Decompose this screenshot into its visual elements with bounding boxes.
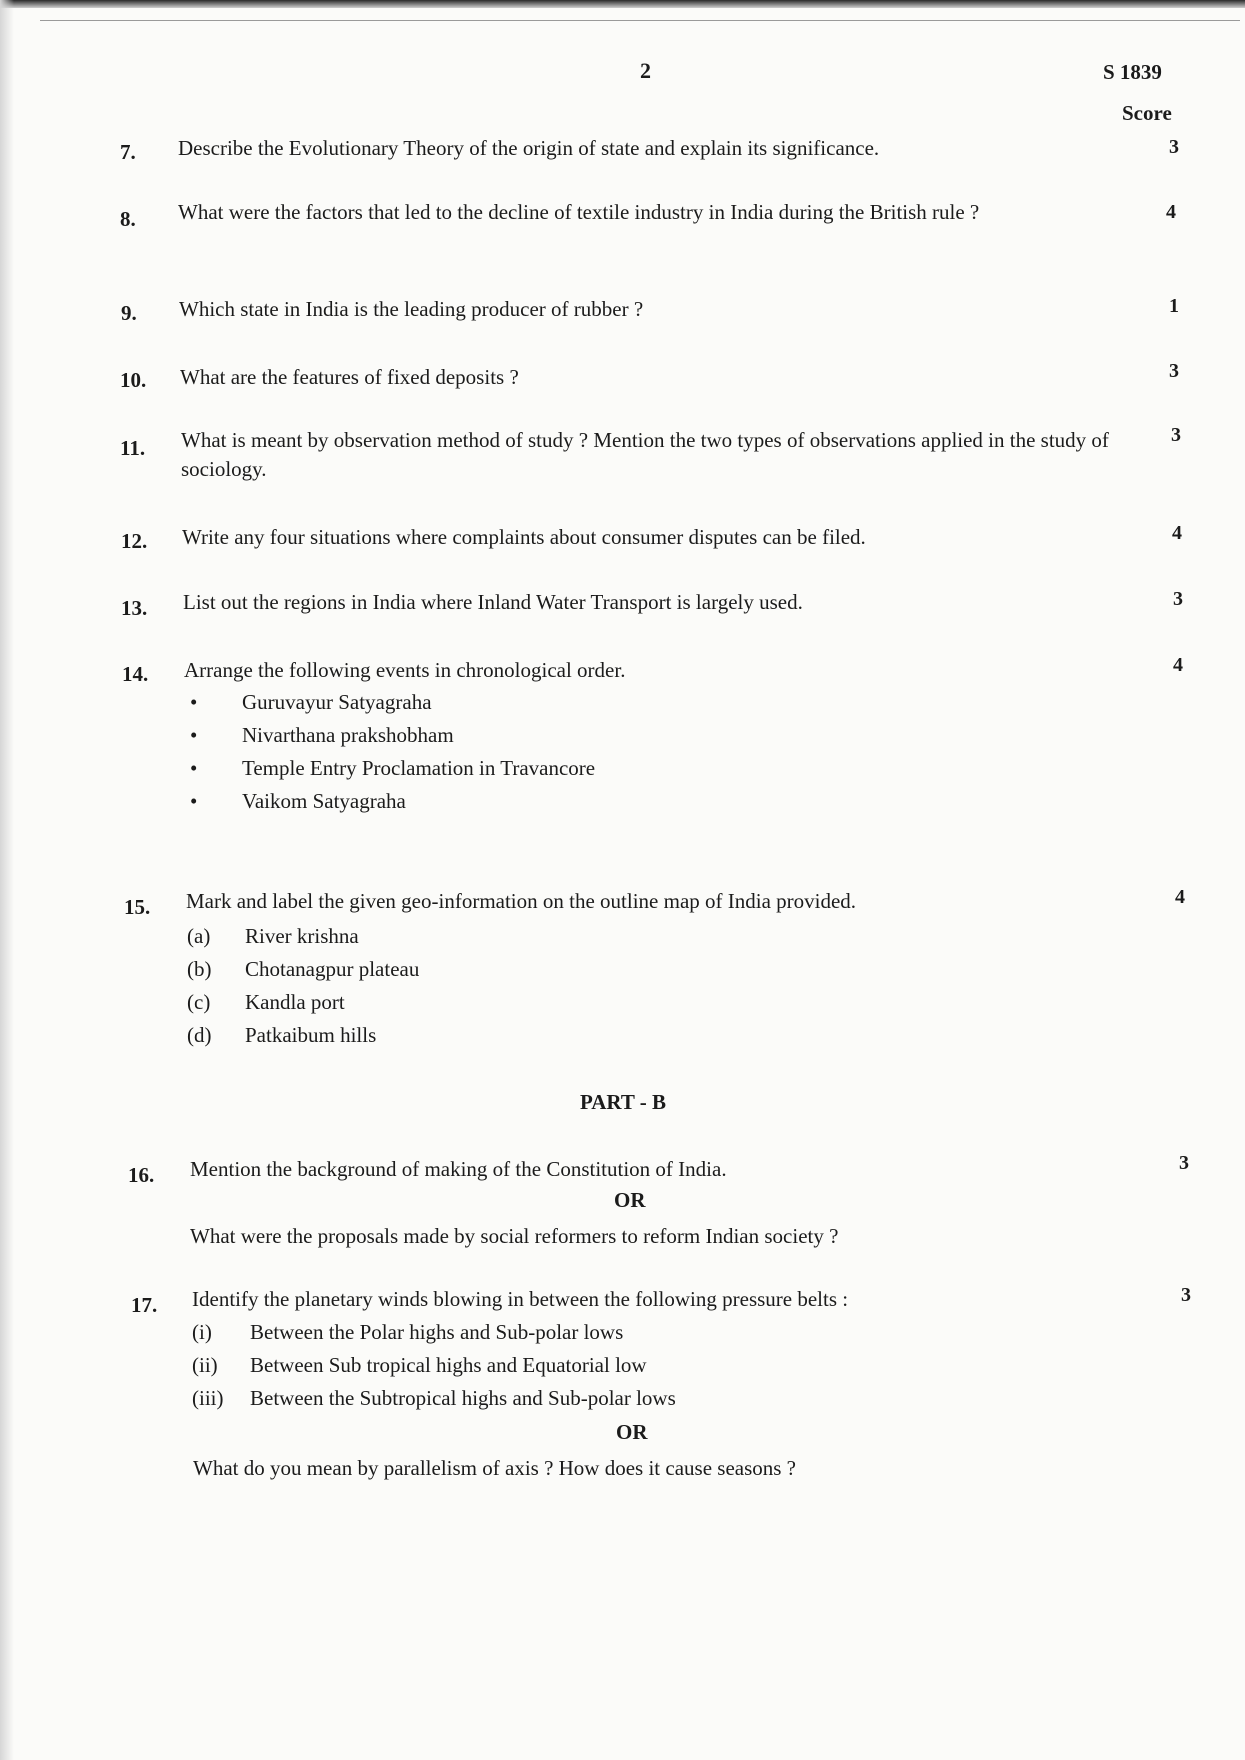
- question-score: 4: [1173, 654, 1183, 676]
- question-text: Mark and label the given geo-information on the outline map of India provided.: [186, 889, 857, 913]
- question-score: 4: [1166, 201, 1176, 223]
- question-score: 3: [1169, 360, 1179, 382]
- list-item: • Vaikom Satyagraha: [180, 789, 880, 822]
- top-rule: [40, 20, 1240, 21]
- item-text: Patkaibum hills: [245, 1023, 377, 1047]
- list-item: [192, 1320, 952, 1353]
- geo-info-list: [187, 924, 887, 1056]
- question-number: 15.: [124, 895, 151, 919]
- question-number: 8.: [120, 207, 136, 231]
- question-number: 10.: [120, 368, 147, 392]
- question-score: 3: [1181, 1284, 1191, 1306]
- or-label: OR: [616, 1420, 648, 1444]
- question-number: 7.: [120, 140, 136, 164]
- question-score: 4: [1172, 522, 1182, 544]
- item-text: River krishna: [245, 924, 359, 948]
- question-text: Write any four situations where complaints about consumer disputes can be filed.: [182, 525, 866, 549]
- question-number: 9.: [121, 301, 137, 325]
- score-column-header: Score: [1122, 101, 1172, 125]
- question-score: 3: [1171, 424, 1181, 446]
- item-label: (iii): [192, 1386, 224, 1410]
- event-list: [180, 690, 880, 822]
- item-text: Chotanagpur plateau: [245, 957, 420, 981]
- question-text: Mention the background of making of the Constitution of India.: [190, 1157, 727, 1181]
- list-item: • Nivarthana prakshobham: [180, 723, 880, 756]
- list-item: • Temple Entry Proclamation in Travancore: [180, 756, 880, 789]
- question-score: 1: [1169, 295, 1179, 317]
- question-number: 13.: [121, 596, 148, 620]
- item-label: (d): [187, 1023, 212, 1047]
- question-text: What do you mean by parallelism of axis ? How does it cause seasons ?: [193, 1456, 797, 1480]
- pressure-belt-list: [192, 1320, 952, 1419]
- question-score: 3: [1169, 136, 1179, 158]
- question-number: 11.: [120, 436, 146, 460]
- question-text: Identify the planetary winds blowing in between the following pressure belts :: [192, 1287, 849, 1311]
- question-text: Describe the Evolutionary Theory of the origin of state and explain its significance.: [178, 136, 880, 160]
- list-item: [187, 957, 887, 990]
- question-number: 17.: [131, 1293, 158, 1317]
- item-label: (c): [187, 990, 211, 1014]
- list-item: [187, 1023, 887, 1056]
- item-label: (b): [187, 957, 212, 981]
- page-number: 2: [640, 58, 651, 83]
- section-title: PART - B: [580, 1090, 666, 1114]
- list-item: [187, 990, 887, 1023]
- item-label: (i): [192, 1320, 212, 1344]
- question-text: What is meant by observation method of study ? Mention the two types of observations applied in the study of sociology.: [181, 428, 1109, 481]
- question-number: 16.: [128, 1163, 155, 1187]
- item-text: Kandla port: [245, 990, 345, 1014]
- list-item: [192, 1353, 952, 1386]
- list-item: • Guruvayur Satyagraha: [180, 690, 880, 723]
- scan-left-edge: [0, 0, 14, 1760]
- question-number: 12.: [121, 529, 148, 553]
- question-score: 3: [1179, 1152, 1189, 1174]
- paper-code: S 1839: [1103, 60, 1162, 84]
- question-number: 14.: [122, 662, 149, 686]
- item-text: Between Sub tropical highs and Equatorial low: [250, 1353, 647, 1377]
- item-text: Between the Polar highs and Sub-polar lows: [250, 1320, 624, 1344]
- item-text: Between the Subtropical highs and Sub-polar lows: [250, 1386, 676, 1410]
- item-label: (a): [187, 924, 211, 948]
- question-text: What are the features of fixed deposits ?: [180, 365, 519, 389]
- question-score: 3: [1173, 588, 1183, 610]
- or-label: OR: [614, 1188, 646, 1212]
- question-text: Arrange the following events in chronological order.: [184, 658, 626, 682]
- list-item: [192, 1386, 952, 1419]
- question-text: List out the regions in India where Inland Water Transport is largely used.: [183, 590, 803, 614]
- scan-top-edge: [0, 0, 1245, 8]
- question-score: 4: [1175, 886, 1185, 908]
- question-text: What were the proposals made by social reformers to reform Indian society ?: [190, 1224, 839, 1248]
- item-label: (ii): [192, 1353, 218, 1377]
- list-item: [187, 924, 887, 957]
- question-text: What were the factors that led to the decline of textile industry in India during the British rule ?: [178, 200, 980, 224]
- question-text: Which state in India is the leading producer of rubber ?: [179, 297, 644, 321]
